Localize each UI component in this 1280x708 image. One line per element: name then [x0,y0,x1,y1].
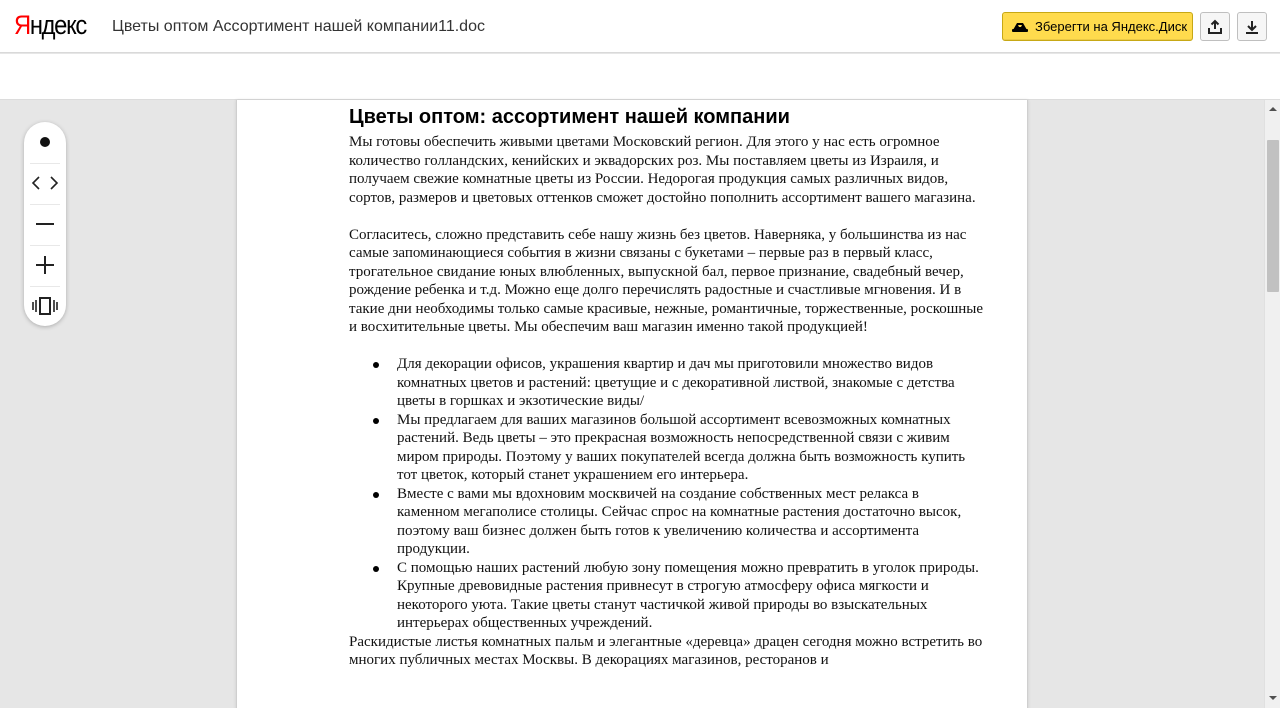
document-title: Цветы оптом Ассортимент нашей компании11.doc [112,18,485,35]
pointer-icon [39,136,51,148]
logo-rest: ндекс [29,10,86,40]
logo-first-letter: Я [14,10,30,40]
save-to-disk-button[interactable] [1002,12,1193,41]
paragraph: Согласитесь, сложно представить себе нашу жизнь без цветов. Наверняка, у большинства из нас самые запоминающиеся события в жизни связаны с букетами – первые раз в первый класс, трогательное свидание юных влюбленных, выпускной бал, первое признание, свадебный вечер, рождение ребенка и т.д. Можно еще долго перечислять радостные и счастливые мгновения. И в такие дни необходимы только самые красивые, нежные, романтичные, торжественные, роскошные и восхитительные цветы. Мы обеспечим ваш магазин именно такой продукцией! [349,226,984,335]
disk-icon [1011,21,1029,33]
zoom-out-button[interactable] [24,204,66,244]
download-icon [1244,19,1260,35]
download-button[interactable] [1237,12,1267,41]
scroll-up-icon[interactable] [1269,105,1277,113]
save-to-disk-label: Зберегти на Яндекс.Диск [1035,19,1188,34]
page-nav-button[interactable] [24,163,66,203]
list-item: Для декорации офисов, украшения квартир и дач мы приготовили множество видов комнатных цветов и растений: цветущие и с декоративной листвой, знакомые с детства цветы в горшках и экзотические виды/ [349,355,985,411]
share-icon [1207,19,1223,35]
vertical-scrollbar[interactable] [1264,100,1280,708]
top-bar [0,0,1280,53]
document-content [349,104,985,670]
list-item: С помощью наших растений любую зону помещения можно превратить в уголок природы. Крупные древовидные растения привнесут в строгую атмосферу офиса мягкости и некоторого уюта. Такие цветы станут частичкой живой природы во взыскательных интерьерах общественных учреждений. [349,559,985,633]
paragraph: Раскидистые листья комнатных пальм и элегантные «деревца» драцен сегодня можно встретить во многих публичных местах Москвы. В декорациях магазинов, ресторанов и [349,633,983,668]
list-item: Вместе с вами мы вдохновим москвичей на создание собственных мест релакса в каменном мегаполисе столицы. Сейчас спрос на комнатные растения достаточно высок, поэтому ваш бизнес должен быть готов к увеличению количества и ассортимента продукции. [349,485,985,559]
sub-bar [0,54,1280,100]
prev-next-icon [30,175,60,191]
zoom-in-button[interactable] [24,245,66,285]
scroll-down-icon[interactable] [1269,694,1277,702]
pointer-tool-button[interactable] [24,122,66,162]
document-page [236,100,1028,708]
yandex-logo[interactable] [14,8,86,42]
list-item: Мы предлагаем для ваших магазинов большой ассортимент всевозможных комнатных растений. Ведь цветы – это прекрасная возможность непосредственной связи с живим миром природы. Поэтому у ваших покупателей всегда должна быть возможность купить тот цветок, который станет украшением его интерьера. [349,411,985,485]
viewer-toolbar [24,122,66,326]
scroll-thumb[interactable] [1267,140,1279,292]
page-view-button[interactable] [24,286,66,326]
zoom-in-icon [35,255,55,275]
page-view-icon [30,296,60,316]
zoom-out-icon [35,214,55,234]
share-button[interactable] [1200,12,1230,41]
document-heading: Цветы оптом: ассортимент нашей компании [349,106,790,128]
paragraph: Мы готовы обеспечить живыми цветами Московский регион. Для этого у нас есть огромное количество голландских, кенийских и эквадорских роз. Мы поставляем цветы из Израиля, и получаем свежие комнатные цветы из России. Недорогая продукция самых различных видов, сортов, размеров и цветовых оттенков сможет достойно пополнить ассортимент вашего магазина. [349,134,976,206]
bullet-list [349,355,985,633]
